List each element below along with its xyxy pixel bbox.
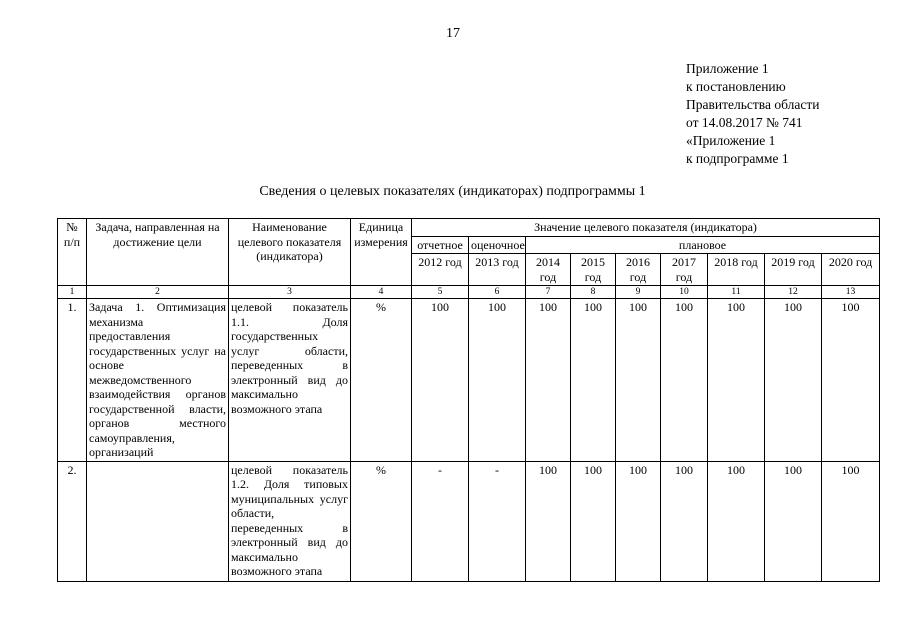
table-row (58, 461, 880, 581)
appendix-line: к постановлению (686, 79, 786, 94)
header-year: 2015 год (571, 254, 616, 286)
row-indicator: целевой показатель 1.1. Доля государственных услуг области, переведенных в электронный вид до максимально возможного этапа (229, 299, 351, 462)
header-year: 2017 год (661, 254, 708, 286)
row-value: 100 (526, 461, 571, 581)
column-number: 4 (351, 286, 412, 299)
column-number: 5 (412, 286, 469, 299)
row-value: 100 (822, 461, 880, 581)
row-value: 100 (765, 299, 822, 462)
column-number: 13 (822, 286, 880, 299)
column-number-row (58, 286, 880, 299)
appendix-line: Правительства области (686, 97, 820, 112)
row-value: 100 (822, 299, 880, 462)
column-number: 1 (58, 286, 87, 299)
document-title: Сведения о целевых показателях (индикаторах) подпрограммы 1 (259, 184, 646, 199)
header-year: 2020 год (822, 254, 880, 286)
header-value: Значение целевого показателя (индикатора) (412, 219, 880, 237)
row-value: 100 (571, 299, 616, 462)
column-number: 8 (571, 286, 616, 299)
header-reported: отчетное (412, 236, 469, 254)
row-value: 100 (708, 461, 765, 581)
row-value: 100 (616, 461, 661, 581)
row-value: 100 (765, 461, 822, 581)
indicators-table (57, 218, 880, 582)
column-number: 12 (765, 286, 822, 299)
row-num: 2. (58, 461, 87, 581)
table-row (58, 299, 880, 462)
header-year: 2019 год (765, 254, 822, 286)
header-unit: Единица измерения (351, 219, 412, 286)
row-unit: % (351, 299, 412, 462)
header-year: 2016 год (616, 254, 661, 286)
appendix-line: «Приложение 1 (686, 133, 776, 148)
header-indicator: Наименование целевого показателя (индикатора) (229, 219, 351, 286)
row-unit: % (351, 461, 412, 581)
row-value: 100 (708, 299, 765, 462)
appendix-line: Приложение 1 (686, 61, 769, 76)
header-task: Задача, направленная на достижение цели (87, 219, 229, 286)
row-value: - (412, 461, 469, 581)
header-year: 2013 год (469, 254, 526, 286)
appendix-note (686, 60, 819, 168)
row-value: 100 (571, 461, 616, 581)
column-number: 10 (661, 286, 708, 299)
header-year: 2014 год (526, 254, 571, 286)
column-number: 7 (526, 286, 571, 299)
row-value: 100 (661, 461, 708, 581)
appendix-line: к подпрограмме 1 (686, 151, 789, 166)
page-number: 17 (446, 26, 460, 41)
header-num: № п/п (58, 219, 87, 286)
appendix-line: от 14.08.2017 № 741 (686, 115, 803, 130)
row-num: 1. (58, 299, 87, 462)
column-number: 6 (469, 286, 526, 299)
header-year: 2012 год (412, 254, 469, 286)
row-value: 100 (412, 299, 469, 462)
row-task (87, 461, 229, 581)
row-indicator: целевой показатель 1.2. Доля типовых муниципальных услуг области, переведенных в электронный вид до максимально возможного этапа (229, 461, 351, 581)
column-number: 3 (229, 286, 351, 299)
row-value: 100 (616, 299, 661, 462)
row-value: - (469, 461, 526, 581)
column-number: 9 (616, 286, 661, 299)
header-estimated: оценочное (469, 236, 526, 254)
row-task: Задача 1. Оптимизация механизма предоставления государственных услуг на основе межведомственного взаимодействия органов государственной власти, органов местного самоуправления, организаций (87, 299, 229, 462)
row-value: 100 (469, 299, 526, 462)
column-number: 11 (708, 286, 765, 299)
row-value: 100 (661, 299, 708, 462)
header-planned: плановое (526, 236, 880, 254)
column-number: 2 (87, 286, 229, 299)
header-year: 2018 год (708, 254, 765, 286)
row-value: 100 (526, 299, 571, 462)
